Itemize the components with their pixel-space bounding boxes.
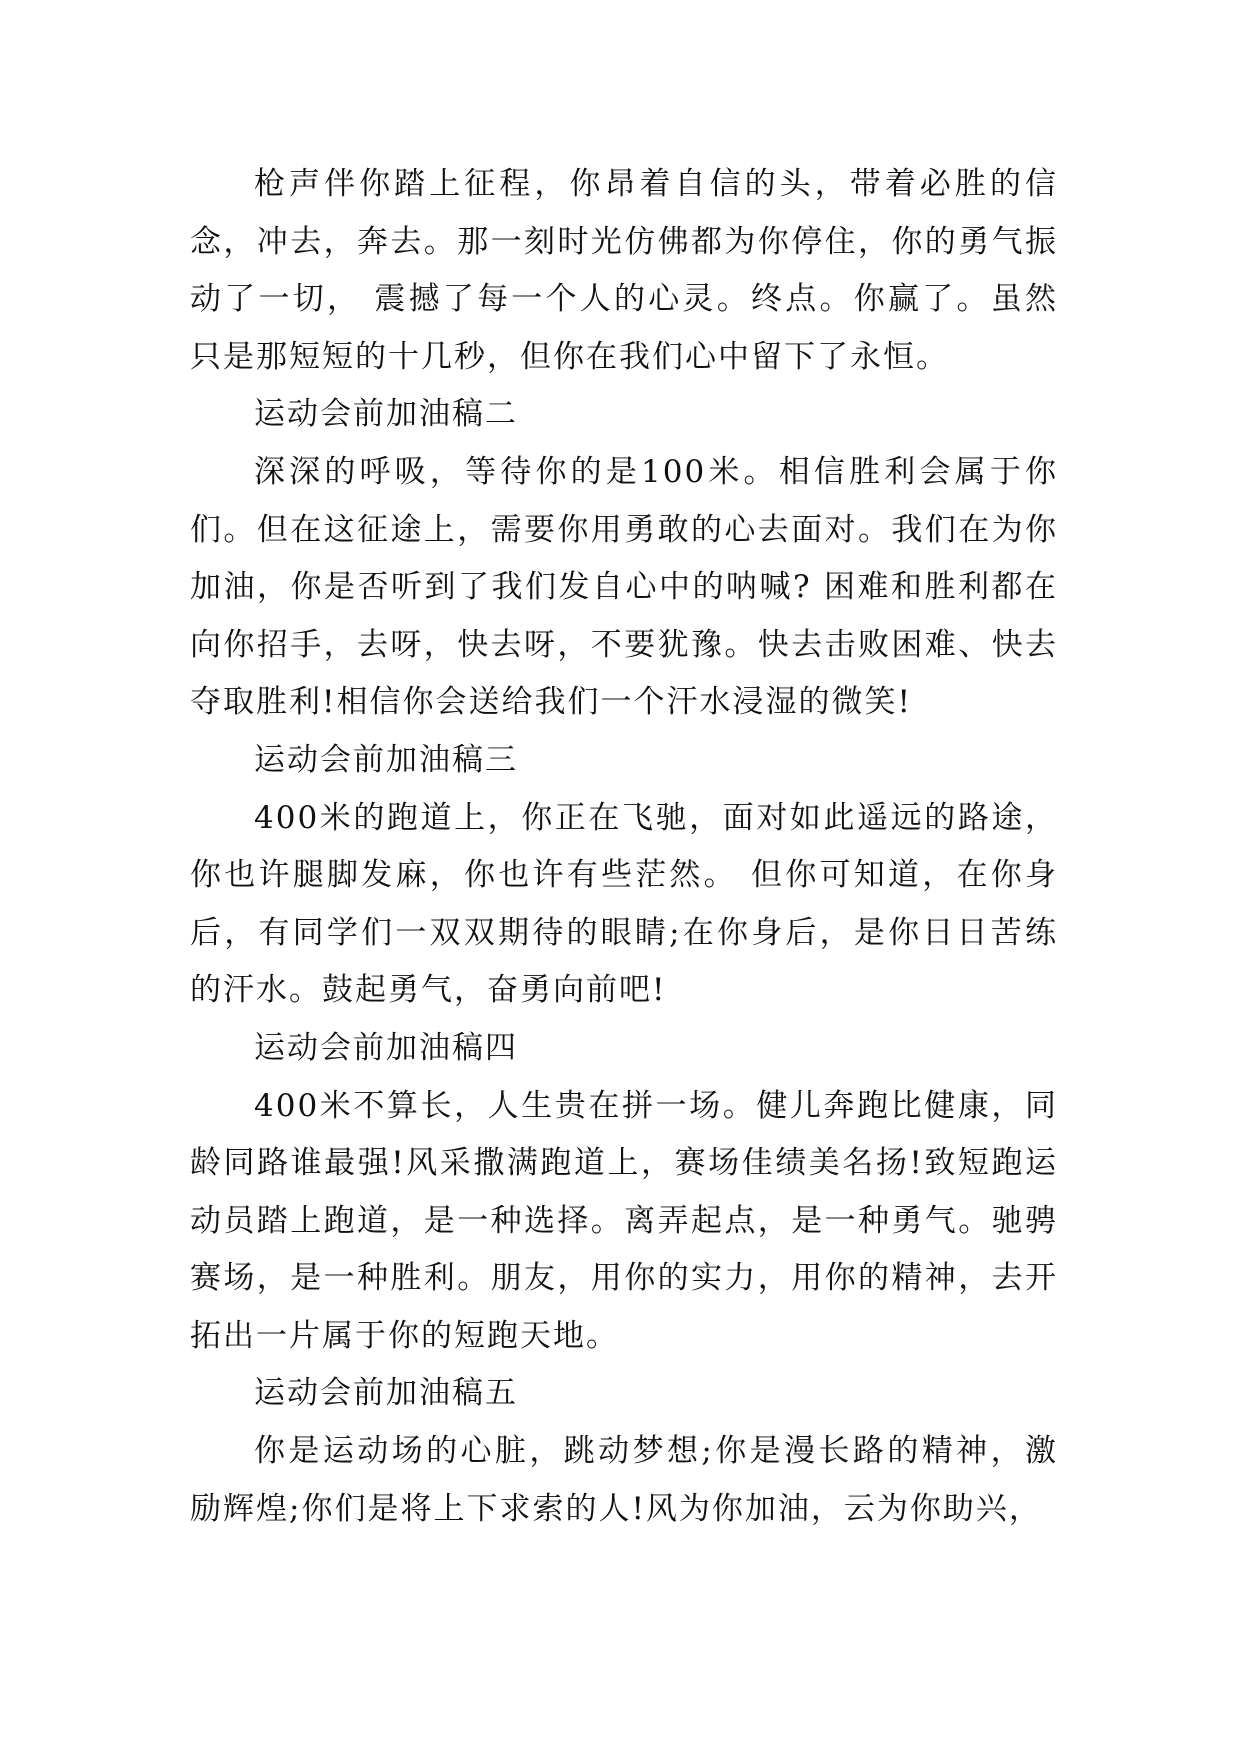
paragraph-opening: 枪声伴你踏上征程，你昂着自信的头，带着必胜的信念，冲去，奔去。那一刻时光仿佛都为你停住，你的勇气振动了一切， 震撼了每一个人的心灵。终点。你赢了。虽然只是那短短的十几秒，但你在我们心中留下了永恒。 <box>190 166 1058 375</box>
document-page <box>190 156 1058 1538</box>
paragraph-section-3: 400米的跑道上，你正在飞驰，面对如此遥远的路途，你也许腿脚发麻，你也许有些茫然。 但你可知道，在你身后，有同学们一双双期待的眼睛;在你身后，是你日日苦练的汗水。鼓起勇气，奋勇向前吧! <box>190 799 1058 1009</box>
section-heading-2: 运动会前加油稿二 <box>254 396 518 433</box>
paragraph-section-4: 400米不算长，人生贵在拼一场。健儿奔跑比健康，同龄同路谁最强!风采撒满跑道上，赛场佳绩美名扬!致短跑运动员踏上跑道，是一种选择。离弄起点，是一种勇气。驰骋赛场，是一种胜利。朋友，用你的实力，用你的精神，去开拓出一片属于你的短跑天地。 <box>190 1087 1058 1354</box>
section-heading-3: 运动会前加油稿三 <box>254 741 518 778</box>
paragraph-section-2: 深深的呼吸，等待你的是100米。相信胜利会属于你们。但在这征途上，需要你用勇敢的心去面对。我们在为你加油，你是否听到了我们发自心中的呐喊? 困难和胜利都在向你招手，去呀，快去呀，不要犹豫。快去击败困难、快去夺取胜利!相信你会送给我们一个汗水浸湿的微笑! <box>190 453 1058 721</box>
paragraph-section-5: 你是运动场的心脏，跳动梦想;你是漫长路的精神，激励辉煌;你们是将上下求索的人!风为你加油，云为你助兴， <box>190 1433 1058 1527</box>
section-heading-4: 运动会前加油稿四 <box>254 1029 518 1066</box>
section-heading-5: 运动会前加油稿五 <box>254 1375 518 1412</box>
